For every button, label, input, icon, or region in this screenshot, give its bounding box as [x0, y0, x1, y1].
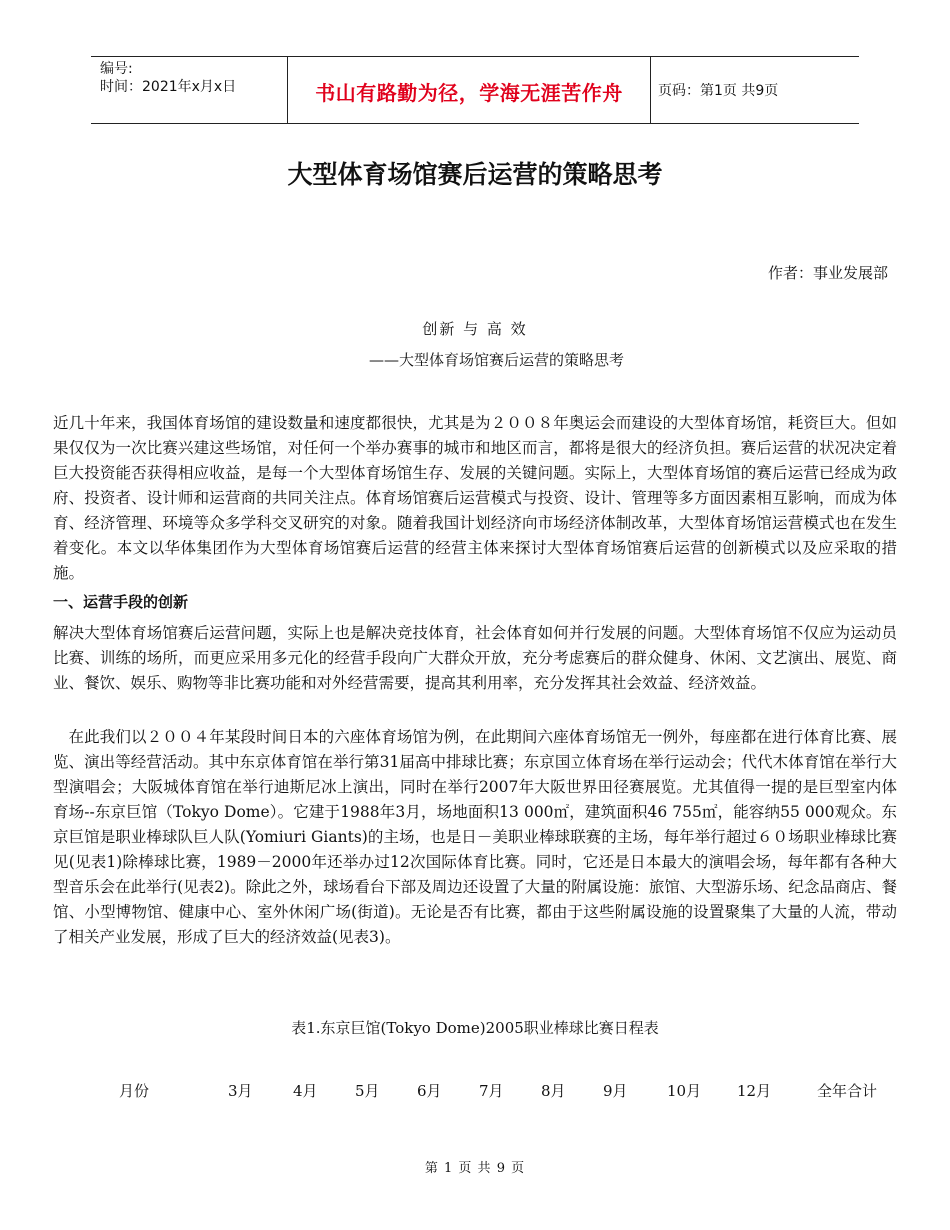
- table-header-cell: 月份: [119, 1082, 150, 1100]
- paragraph-section1: 解决大型体育场馆赛后运营问题，实际上也是解决竞技体育，社会体育如何并行发展的问题。大型体育场馆不仅应为运动员比赛、训练的场所，而更应采用多元化的经营手段向广大群众开放，充分考虑赛后的群众健身、休闲、文艺演出、展览、商业、餐饮、娱乐、购物等非比赛功能和对外经营需要，提高其利用率，充分发挥其社会效益、经济效益。: [53, 624, 897, 692]
- subtitle-dash: ——大型体育场馆赛后运营的策略思考: [369, 351, 625, 369]
- page-footer: 第 1 页 共 9 页: [424, 1161, 526, 1176]
- table-header-cell: 8月: [541, 1082, 566, 1100]
- header-motto-cell: [287, 57, 651, 123]
- page-info: 页码：第1页 共9页: [658, 83, 779, 99]
- table-header-cell: 10月: [667, 1082, 702, 1100]
- number-label: 编号:: [100, 61, 133, 77]
- table-header-row: [0, 1080, 950, 1104]
- table-header-cell: 7月: [479, 1082, 504, 1100]
- document-title: 大型体育场馆赛后运营的策略思考: [287, 160, 663, 189]
- table-header-cell: 12月: [737, 1082, 772, 1100]
- table-header-cell: 4月: [293, 1082, 318, 1100]
- header-meta-cell: [91, 57, 287, 123]
- author: 作者：事业发展部: [767, 264, 888, 282]
- header-page-cell: [650, 57, 859, 123]
- paragraph-intro: 近几十年来，我国体育场馆的建设数量和速度都很快，尤其是为２００８年奥运会而建设的大型体育场馆，耗资巨大。但如果仅仅为一次比赛兴建这些场馆，对任何一个举办赛事的城市和地区而言，都将是很大的经济负担。赛后运营的状况决定着巨大投资能否获得相应收益，是每一个大型体育场馆生存、发展的关键问题。实际上，大型体育场馆的赛后运营已经成为政府、投资者、设计师和运营商的共同关注点。体育场馆赛后运营模式与投资、设计、管理等多方面因素相互影响，而成为体育、经济管理、环境等众多学科交叉研究的对象。随着我国计划经济向市场经济体制改革，大型体育场馆运营模式也在发生着变化。本文以华体集团作为大型体育场馆赛后运营的经营主体来探讨大型体育场馆赛后运营的创新模式以及应采取的措施。: [53, 414, 897, 582]
- table-caption: 表1.东京巨馆(Tokyo Dome)2005职业棒球比赛日程表: [291, 1019, 659, 1037]
- motto: 书山有路勤为径，学海无涯苦作舟: [315, 81, 623, 105]
- time-label: 时间：2021年x月x日: [100, 79, 237, 95]
- header-table: [91, 56, 859, 124]
- table-header-cell: 3月: [228, 1082, 253, 1100]
- table-header-cell: 9月: [603, 1082, 628, 1100]
- section-heading: 一、运营手段的创新: [53, 593, 189, 611]
- table-header-cell: 全年合计: [817, 1082, 878, 1100]
- subtitle: 创新 与 高 效: [422, 320, 528, 338]
- table-header-cell: 5月: [355, 1082, 380, 1100]
- paragraph-example: 在此我们以２００４年某段时间日本的六座体育场馆为例，在此期间六座体育场馆无一例外，每座都在进行体育比赛、展览、演出等经营活动。其中东京体育馆在举行第31届高中排球比赛；东京国立体育场在举行运动会；代代木体育馆在举行大型演唱会；大阪城体育馆在举行迪斯尼冰上演出，同时在举行2007年大阪世界田径赛展览。尤其值得一提的是巨型室内体育场--东京巨馆（Tokyo Dome）。它建于1988年3月，场地面积13 000㎡，建筑面积46 755㎡，能容纳55 000观众。东京巨馆是职业棒球队巨人队(Yomiuri Giants)的主场，也是日－美职业棒球联赛的主场，每年举行超过６０场职业棒球比赛见(见表1)除棒球比赛，1989－2000年还举办过12次国际体育比赛。同时，它还是日本最大的演唱会场，每年都有各种大型音乐会在此举行(见表2)。除此之外，球场看台下部及周边还设置了大量的附属设施：旅馆、大型游乐场、纪念品商店、餐馆、小型博物馆、健康中心、室外休闲广场(街道)。无论是否有比赛，都由于这些附属设施的设置聚集了大量的人流，带动了相关产业发展，形成了巨大的经济效益(见表3)。: [53, 728, 897, 946]
- table-header-cell: 6月: [417, 1082, 442, 1100]
